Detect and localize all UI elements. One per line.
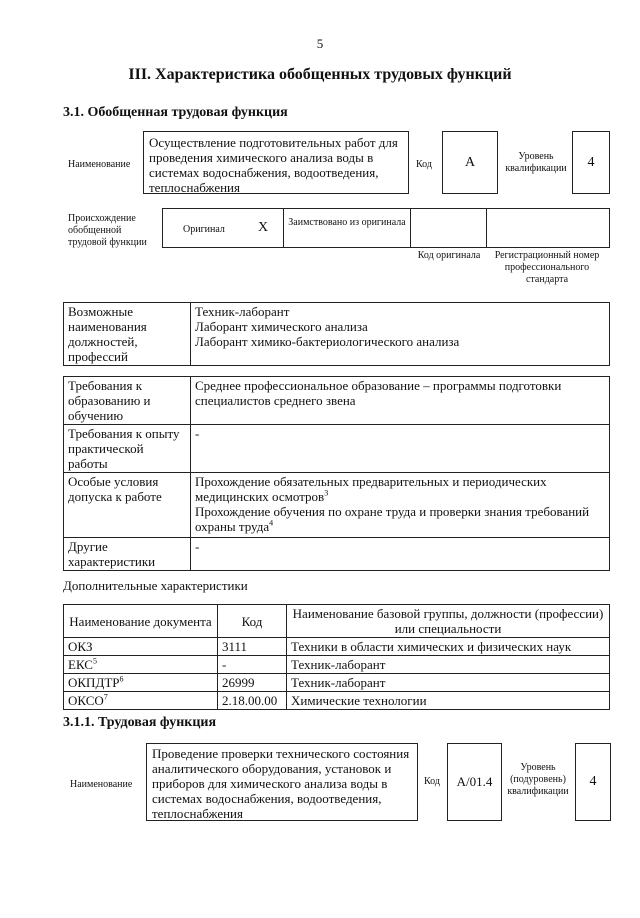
- table-row: [64, 692, 610, 710]
- req-label: Другие характеристики: [64, 538, 191, 571]
- additional-header: Код: [218, 605, 287, 638]
- doc-code: 3111: [218, 638, 287, 656]
- position-item: Лаборант химического анализа: [195, 319, 368, 334]
- doc-group: Техники в области химических и физических наук: [287, 638, 610, 656]
- tf-name-label: Наименование: [70, 779, 133, 790]
- original-label: Оригинал: [183, 224, 225, 235]
- additional-header: Наименование базовой группы, должности (профессии) или специальности: [287, 605, 610, 638]
- positions-values: [191, 303, 610, 366]
- tf-heading: 3.1.1. Трудовая функция: [63, 715, 217, 730]
- table-row: [64, 638, 610, 656]
- tf-code-value: A/01.4: [447, 743, 502, 821]
- footnote-ref: 4: [269, 518, 274, 528]
- footnote-ref: 6: [119, 674, 124, 684]
- requirements-table: [63, 376, 610, 571]
- section-title: III. Характеристика обобщенных трудовых функций: [128, 66, 512, 83]
- gtf-level-value: 4: [572, 131, 610, 194]
- origin-code-label: Код оригинала: [417, 250, 481, 261]
- req-label: Требования к опыту практической работы: [64, 425, 191, 473]
- footnote-ref: 7: [103, 692, 108, 702]
- original-mark: X: [258, 220, 269, 235]
- req-label: Особые условия допуска к работе: [64, 473, 191, 538]
- doc-name: ОКПДТР: [68, 675, 120, 690]
- req-value: -: [191, 538, 610, 571]
- reg-number-label: Регистрационный номер профессионального стандарта: [494, 250, 600, 285]
- doc-code: 26999: [218, 674, 287, 692]
- gtf-origin-label: Происхождение обобщенной трудовой функции: [68, 213, 147, 248]
- origin-divider: [486, 208, 487, 248]
- footnote-ref: 3: [324, 488, 329, 498]
- gtf-code-label: Код: [416, 159, 432, 170]
- gtf-code-value: A: [442, 131, 498, 194]
- positions-label: Возможные наименования должностей, профессий: [64, 303, 191, 366]
- gtf-name-value: Осуществление подготовительных работ для проведения химического анализа воды в системах водоснабжения, водоотведения, теплоснабжения: [143, 131, 409, 194]
- table-row: [64, 674, 610, 692]
- table-row: [64, 656, 610, 674]
- req-value: Среднее профессиональное образование – программы подготовки специалистов среднего звена: [191, 377, 610, 425]
- req-label: Требования к образованию и обучению: [64, 377, 191, 425]
- additional-table: [63, 604, 610, 710]
- footnote-ref: 5: [92, 656, 97, 666]
- doc-code: -: [218, 656, 287, 674]
- gtf-heading: 3.1. Обобщенная трудовая функция: [63, 105, 288, 120]
- doc-name: ОКСО: [68, 693, 104, 708]
- borrowed-label: Заимствовано из оригинала: [288, 217, 406, 228]
- req-value: [191, 473, 610, 538]
- doc-name: ЕКС: [68, 657, 93, 672]
- doc-name: ОКЗ: [68, 639, 93, 654]
- position-item: Лаборант химико-бактериологического анализа: [195, 334, 460, 349]
- doc-code: 2.18.00.00: [218, 692, 287, 710]
- req-line: Прохождение обучения по охране труда и проверки знания требований охраны труда: [195, 504, 590, 534]
- page-number: 5: [316, 36, 324, 51]
- positions-table: [63, 302, 610, 366]
- position-item: Техник-лаборант: [195, 304, 290, 319]
- doc-group: Химические технологии: [287, 692, 610, 710]
- req-value: -: [191, 425, 610, 473]
- origin-divider: [283, 208, 284, 248]
- gtf-name-label: Наименование: [68, 159, 131, 170]
- gtf-level-label: Уровень квалификации: [505, 151, 567, 174]
- origin-divider: [410, 208, 411, 248]
- doc-group: Техник-лаборант: [287, 656, 610, 674]
- doc-group: Техник-лаборант: [287, 674, 610, 692]
- tf-level-label: Уровень (подуровень) квалификации: [507, 762, 569, 797]
- additional-heading: Дополнительные характеристики: [63, 578, 248, 593]
- req-line: Прохождение обязательных предварительных и периодических медицинских осмотров: [195, 474, 547, 504]
- tf-name-value: Проведение проверки технического состояния аналитического оборудования, установок и приборов для химического анализа воды в системах водоснабжения, водоотведения, теплоснабжения: [146, 743, 418, 821]
- tf-code-label: Код: [424, 776, 440, 787]
- tf-level-value: 4: [575, 743, 611, 821]
- additional-header: Наименование документа: [64, 605, 218, 638]
